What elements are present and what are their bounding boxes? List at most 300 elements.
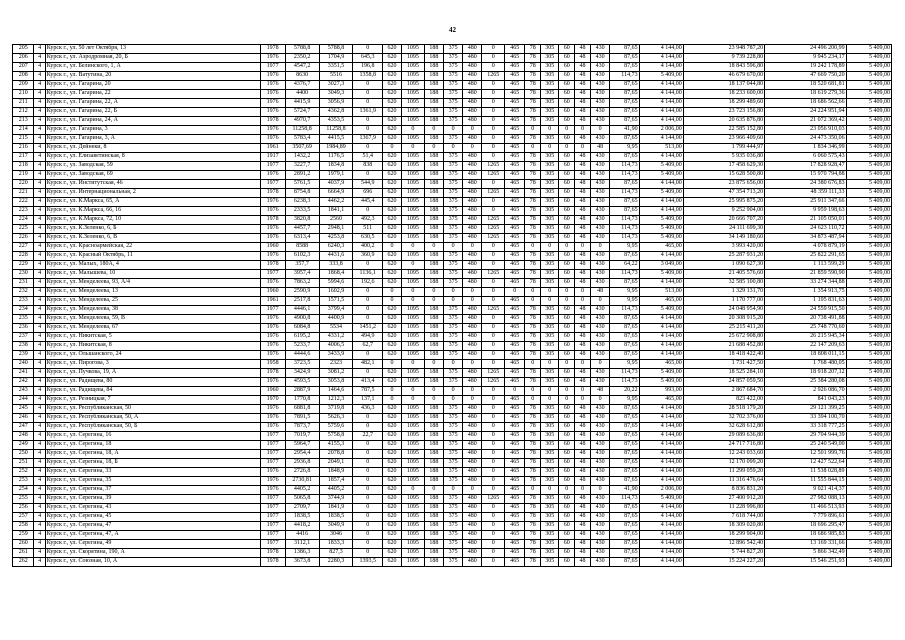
value-cell: 0	[402, 486, 425, 495]
value-cell: 465	[505, 324, 525, 333]
address-cell: Курск г., ул. Елизаветинская, 8	[45, 153, 260, 162]
row-number-cell: 235	[13, 315, 34, 324]
value-cell: 1978	[260, 117, 285, 126]
value-cell: 375	[443, 117, 462, 126]
value-cell: 4444,6	[285, 351, 319, 360]
row-number-cell: 222	[13, 198, 34, 207]
address-cell: Курск г., ул. Серегина, 49	[45, 540, 260, 549]
value-cell: 375	[443, 153, 462, 162]
value-cell: 305	[541, 234, 559, 243]
value-cell: 114,73	[610, 495, 639, 504]
value-cell: 0	[482, 387, 505, 396]
value-cell: 430	[590, 306, 609, 315]
value-cell: 9 252 904,00	[683, 207, 764, 216]
value-cell: 4	[34, 333, 45, 342]
value-cell: 0	[353, 90, 382, 99]
value-cell: 1976	[260, 81, 285, 90]
value-cell: 5 409,00	[846, 90, 891, 99]
value-cell: 188	[424, 522, 443, 531]
value-cell: 60	[559, 333, 575, 342]
value-cell: 188	[424, 333, 443, 342]
value-cell: 0	[402, 360, 425, 369]
value-cell: 305	[541, 135, 559, 144]
value-cell: 0	[443, 126, 462, 135]
value-cell: 18 696 295,47	[765, 522, 846, 531]
value-cell: 5 409,00	[846, 324, 891, 333]
value-cell: 114,73	[610, 369, 639, 378]
value-cell: 0	[575, 297, 591, 306]
value-cell: 25 911 347,66	[765, 198, 846, 207]
value-cell: 430	[590, 189, 609, 198]
value-cell: 188	[424, 207, 443, 216]
table-row	[13, 477, 892, 486]
value-cell: 4970,7	[285, 117, 319, 126]
value-cell: 1095	[402, 477, 425, 486]
address-cell: Курск г., ул. Серегина, 47, А	[45, 531, 260, 540]
value-cell: 1095	[402, 333, 425, 342]
value-cell: 1265	[482, 189, 505, 198]
value-cell: 305	[541, 504, 559, 513]
value-cell: 465	[505, 54, 525, 63]
value-cell: 4	[34, 117, 45, 126]
value-cell: 188	[424, 135, 443, 144]
value-cell: 5 744 827,20	[683, 549, 764, 558]
value-cell: 2517,8	[285, 297, 319, 306]
row-number-cell: 221	[13, 189, 34, 198]
value-cell: 4	[34, 288, 45, 297]
value-cell: 620	[382, 135, 401, 144]
value-cell: 1095	[402, 225, 425, 234]
value-cell: 305	[541, 117, 559, 126]
value-cell: 465	[505, 423, 525, 432]
address-cell: Курск г., ул. Республиканская, 50	[45, 405, 260, 414]
value-cell: 4418,2	[285, 522, 319, 531]
value-cell: 0	[463, 486, 482, 495]
value-cell: 430	[590, 162, 609, 171]
value-cell: 4	[34, 135, 45, 144]
value-cell: 620	[382, 108, 401, 117]
value-cell: 87,65	[610, 135, 639, 144]
value-cell: 48	[575, 423, 591, 432]
value-cell: 78	[525, 216, 541, 225]
value-cell: 430	[590, 270, 609, 279]
address-cell: Курск г., ул. Никитская, 8	[45, 342, 260, 351]
value-cell: 18 918 207,12	[765, 369, 846, 378]
value-cell: 1451,2	[353, 324, 382, 333]
value-cell: 4	[34, 225, 45, 234]
value-cell: 1976	[260, 252, 285, 261]
value-cell: 305	[541, 522, 559, 531]
value-cell: 5 409,00	[639, 306, 683, 315]
value-cell: 4416	[285, 531, 319, 540]
value-cell: 620	[382, 153, 401, 162]
value-cell: 305	[541, 477, 559, 486]
value-cell: 0	[353, 468, 382, 477]
address-cell: Курск г., ул. Менделеева, 13	[45, 288, 260, 297]
value-cell: 48	[575, 216, 591, 225]
value-cell: 305	[541, 459, 559, 468]
value-cell: 48	[575, 558, 591, 567]
row-number-cell: 219	[13, 171, 34, 180]
value-cell: 48	[575, 540, 591, 549]
value-cell: 0	[482, 315, 505, 324]
value-cell: 0	[525, 486, 541, 495]
value-cell: 3081,2	[319, 369, 353, 378]
value-cell: 1 090 627,30	[683, 261, 764, 270]
value-cell: 6084,8	[285, 324, 319, 333]
value-cell: 114,73	[610, 378, 639, 387]
value-cell: 23 723 156,80	[683, 108, 764, 117]
value-cell: 1 170 777,00	[683, 297, 764, 306]
table-row	[13, 351, 892, 360]
value-cell: 9,95	[610, 297, 639, 306]
value-cell: 48	[575, 198, 591, 207]
value-cell: 15 628 500,80	[683, 171, 764, 180]
value-cell: 0	[559, 126, 575, 135]
row-number-cell: 250	[13, 450, 34, 459]
value-cell: 4 144,00	[639, 198, 683, 207]
value-cell: 27 982 088,13	[765, 495, 846, 504]
value-cell: 5 409,00	[846, 477, 891, 486]
value-cell: 60	[559, 81, 575, 90]
value-cell: 0	[353, 81, 382, 90]
value-cell: 1 799 444,97	[683, 144, 764, 153]
value-cell: 188	[424, 450, 443, 459]
value-cell: 1977	[260, 513, 285, 522]
value-cell: 305	[541, 45, 559, 54]
value-cell: 20,22	[610, 387, 639, 396]
value-cell: 78	[525, 117, 541, 126]
value-cell: 465	[505, 153, 525, 162]
value-cell: 305	[541, 324, 559, 333]
value-cell: 87,65	[610, 450, 639, 459]
value-cell: 188	[424, 54, 443, 63]
value-cell: 0	[353, 549, 382, 558]
value-cell: 4	[34, 297, 45, 306]
value-cell: 305	[541, 216, 559, 225]
value-cell: 41,90	[610, 486, 639, 495]
value-cell: 4 144,00	[639, 513, 683, 522]
value-cell: 0	[482, 468, 505, 477]
value-cell: 2333,5	[285, 207, 319, 216]
value-cell: 375	[443, 378, 462, 387]
value-cell: 5724,7	[285, 108, 319, 117]
value-cell: 6664,9	[319, 189, 353, 198]
address-cell: Курск г., ул. Резницкая, 7	[45, 396, 260, 405]
table-row	[13, 99, 892, 108]
value-cell: 78	[525, 414, 541, 423]
value-cell: 4	[34, 315, 45, 324]
value-cell: 4	[34, 405, 45, 414]
value-cell: 60	[559, 378, 575, 387]
value-cell: 60	[559, 549, 575, 558]
value-cell: 0	[402, 144, 425, 153]
value-cell: 465	[505, 117, 525, 126]
value-cell: 620	[382, 531, 401, 540]
value-cell: 5 409,00	[846, 522, 891, 531]
value-cell: 4400,9	[319, 315, 353, 324]
value-cell: 4	[34, 558, 45, 567]
value-cell: 1095	[402, 549, 425, 558]
value-cell: 18 309 020,80	[683, 522, 764, 531]
value-cell: 114,73	[610, 306, 639, 315]
value-cell: 32 628 612,80	[683, 423, 764, 432]
value-cell: 620	[382, 216, 401, 225]
value-cell: 620	[382, 171, 401, 180]
value-cell: 28 518 179,20	[683, 405, 764, 414]
page-number: 42	[449, 26, 456, 34]
value-cell: 430	[590, 54, 609, 63]
value-cell: 0	[353, 540, 382, 549]
row-number-cell: 225	[13, 225, 34, 234]
value-cell: 480	[463, 189, 482, 198]
value-cell: 305	[541, 540, 559, 549]
value-cell: 375	[443, 234, 462, 243]
value-cell: 0	[559, 486, 575, 495]
value-cell: 188	[424, 441, 443, 450]
value-cell: 0	[482, 486, 505, 495]
value-cell: 465	[505, 315, 525, 324]
value-cell: 2 006,00	[639, 486, 683, 495]
value-cell: 0	[402, 261, 425, 270]
value-cell: 51,4	[353, 153, 382, 162]
value-cell: 5 409,00	[846, 360, 891, 369]
value-cell: 1976	[260, 198, 285, 207]
value-cell: 78	[525, 432, 541, 441]
table-row	[13, 495, 892, 504]
value-cell: 4 144,00	[639, 432, 683, 441]
value-cell: 1770,8	[285, 396, 319, 405]
value-cell: 1838,5	[285, 513, 319, 522]
value-cell: 78	[525, 351, 541, 360]
value-cell: 620	[382, 342, 401, 351]
address-cell: Курск г., ул. Серегина, 39	[45, 495, 260, 504]
value-cell: 0	[353, 459, 382, 468]
value-cell: 1095	[402, 171, 425, 180]
value-cell: 0	[443, 288, 462, 297]
value-cell: 0	[353, 315, 382, 324]
value-cell: 1960	[260, 288, 285, 297]
value-cell: 7863,2	[285, 279, 319, 288]
table-row	[13, 333, 892, 342]
value-cell: 25 822 291,65	[765, 252, 846, 261]
value-cell: 0	[482, 63, 505, 72]
value-cell: 375	[443, 54, 462, 63]
value-cell: 480	[463, 333, 482, 342]
value-cell: 513,00	[639, 288, 683, 297]
value-cell: 480	[463, 234, 482, 243]
value-cell: 29 121 399,25	[765, 405, 846, 414]
value-cell: 620	[382, 459, 401, 468]
value-cell: 375	[443, 504, 462, 513]
value-cell: 375	[443, 459, 462, 468]
value-cell: 0	[443, 144, 462, 153]
value-cell: 5 409,00	[846, 162, 891, 171]
value-cell: 48	[575, 549, 591, 558]
value-cell: 333,8	[319, 261, 353, 270]
value-cell: 78	[525, 189, 541, 198]
value-cell: 7873,7	[285, 423, 319, 432]
value-cell: 4446,1	[285, 306, 319, 315]
value-cell: 11258,8	[319, 126, 353, 135]
value-cell: 25 748 770,60	[765, 324, 846, 333]
value-cell: 1978	[260, 189, 285, 198]
value-cell: 465,00	[639, 243, 683, 252]
value-cell: 87,65	[610, 405, 639, 414]
value-cell: 465	[505, 540, 525, 549]
value-cell: 48	[575, 315, 591, 324]
value-cell: 5 409,00	[846, 342, 891, 351]
value-cell: 0	[463, 297, 482, 306]
value-cell: 1960	[260, 387, 285, 396]
value-cell: 87,65	[610, 99, 639, 108]
value-cell: 305	[541, 225, 559, 234]
value-cell: 5 409,00	[639, 270, 683, 279]
value-cell: 11 299 059,20	[683, 468, 764, 477]
value-cell: 60	[559, 279, 575, 288]
value-cell: 4037,9	[319, 180, 353, 189]
value-cell: 188	[424, 405, 443, 414]
value-cell: 4 144,00	[639, 549, 683, 558]
value-cell: 5 409,00	[846, 432, 891, 441]
value-cell: 465	[505, 432, 525, 441]
value-cell: 0	[559, 396, 575, 405]
value-cell: 1136,1	[353, 270, 382, 279]
value-cell: 48	[575, 189, 591, 198]
value-cell: 480	[463, 522, 482, 531]
value-cell: 620	[382, 261, 401, 270]
value-cell: 4 144,00	[639, 351, 683, 360]
value-cell: 0	[463, 360, 482, 369]
value-cell: 4	[34, 261, 45, 270]
value-cell: 24 380 676,83	[765, 180, 846, 189]
value-cell: 4 144,00	[639, 153, 683, 162]
value-cell: 620	[382, 405, 401, 414]
value-cell: 430	[590, 324, 609, 333]
value-cell: 465	[505, 486, 525, 495]
value-cell: 465	[505, 342, 525, 351]
value-cell: 0	[353, 513, 382, 522]
value-cell: 60	[559, 522, 575, 531]
value-cell: 0	[353, 45, 382, 54]
value-cell: 465	[505, 405, 525, 414]
value-cell: 375	[443, 198, 462, 207]
value-cell: 188	[424, 342, 443, 351]
value-cell: 5 409,00	[639, 369, 683, 378]
value-cell: 430	[590, 468, 609, 477]
value-cell: 114,73	[610, 216, 639, 225]
value-cell: 78	[525, 63, 541, 72]
value-cell: 1095	[402, 495, 425, 504]
value-cell: 4	[34, 513, 45, 522]
table-row	[13, 414, 892, 423]
value-cell: 492,3	[353, 216, 382, 225]
table-row	[13, 504, 892, 513]
value-cell: 48	[575, 207, 591, 216]
value-cell: 2 926 086,70	[765, 387, 846, 396]
value-cell: 465	[505, 126, 525, 135]
table-row	[13, 540, 892, 549]
value-cell: 305	[541, 450, 559, 459]
value-cell: 5 409,00	[846, 72, 891, 81]
value-cell: 25 215 411,20	[683, 324, 764, 333]
value-cell: 60	[559, 351, 575, 360]
value-cell: 430	[590, 531, 609, 540]
value-cell: 23 948 787,20	[683, 45, 764, 54]
value-cell: 5 409,00	[846, 387, 891, 396]
value-cell: 9,95	[610, 396, 639, 405]
value-cell: 4431,6	[319, 252, 353, 261]
value-cell: 645,3	[353, 54, 382, 63]
value-cell: 1095	[402, 504, 425, 513]
value-cell: 375	[443, 90, 462, 99]
value-cell: 305	[541, 72, 559, 81]
value-cell: 1265	[482, 369, 505, 378]
value-cell: 480	[463, 162, 482, 171]
value-cell: 0	[353, 522, 382, 531]
value-cell: 1978	[260, 216, 285, 225]
address-cell: Курск г., ул. Менделеева, 67	[45, 324, 260, 333]
value-cell: 4	[34, 369, 45, 378]
value-cell: 1976	[260, 315, 285, 324]
value-cell: 1212,3	[319, 396, 353, 405]
value-cell: 0	[482, 117, 505, 126]
value-cell: 0	[482, 351, 505, 360]
value-cell: 48	[575, 441, 591, 450]
row-number-cell: 253	[13, 477, 34, 486]
value-cell: 33 318 777,25	[765, 423, 846, 432]
value-cell: 87,65	[610, 207, 639, 216]
value-cell: 1978	[260, 549, 285, 558]
value-cell: 0	[482, 180, 505, 189]
value-cell: 15 224 227,20	[683, 558, 764, 567]
value-cell: 18 525 284,10	[683, 369, 764, 378]
value-cell: 620	[382, 558, 401, 567]
value-cell: 375	[443, 216, 462, 225]
value-cell: 5 409,00	[846, 558, 891, 567]
value-cell: 0	[525, 243, 541, 252]
value-cell: 305	[541, 162, 559, 171]
value-cell: 4 144,00	[639, 342, 683, 351]
value-cell: 87,65	[610, 549, 639, 558]
value-cell: 4	[34, 522, 45, 531]
value-cell: 4547,2	[285, 63, 319, 72]
row-number-cell: 251	[13, 459, 34, 468]
value-cell: 1868,4	[319, 270, 353, 279]
value-cell: 3507,69	[285, 144, 319, 153]
value-cell: 87,65	[610, 342, 639, 351]
value-cell: 465	[505, 441, 525, 450]
value-cell: 87,65	[610, 459, 639, 468]
value-cell: 4 144,00	[639, 63, 683, 72]
value-cell: 60	[559, 531, 575, 540]
value-cell: 4	[34, 468, 45, 477]
value-cell: 4 144,00	[639, 207, 683, 216]
value-cell: 0	[463, 396, 482, 405]
value-cell: 1977	[260, 432, 285, 441]
value-cell: 0	[443, 486, 462, 495]
address-cell: Курск г., ул. Институтская, 46	[45, 180, 260, 189]
value-cell: 48	[575, 99, 591, 108]
value-cell: 78	[525, 324, 541, 333]
value-cell: 48	[575, 450, 591, 459]
value-cell: 114,73	[610, 171, 639, 180]
value-cell: 2560	[319, 216, 353, 225]
value-cell: 78	[525, 135, 541, 144]
value-cell: 480	[463, 504, 482, 513]
value-cell: 1095	[402, 207, 425, 216]
row-number-cell: 210	[13, 90, 34, 99]
